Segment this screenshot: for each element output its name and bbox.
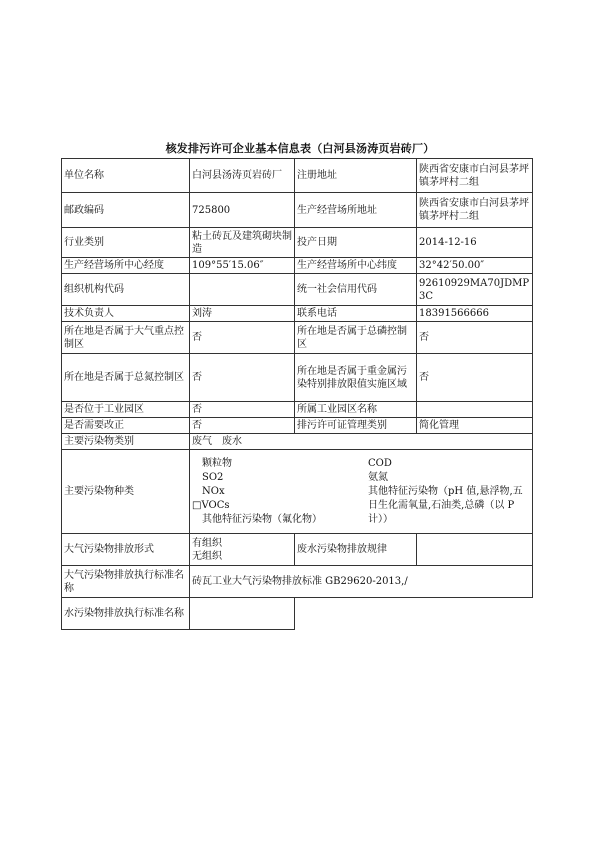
air-pollutant-list xyxy=(192,457,362,527)
credit-code-label: 统一社会信用代码 xyxy=(295,274,417,306)
postcode-label: 邮政编码 xyxy=(62,193,190,228)
blank-cell xyxy=(295,598,417,630)
list-item: COD xyxy=(368,457,392,469)
water-emission-rule-value xyxy=(417,534,533,566)
table-row xyxy=(62,322,533,354)
table-row xyxy=(62,354,533,402)
table-row xyxy=(62,193,533,228)
list-item: 其他特征污染物（氟化物） xyxy=(202,513,322,525)
park-name-value xyxy=(417,402,533,418)
table-row xyxy=(62,450,533,534)
air-key-area-value: 否 xyxy=(190,322,295,354)
industry-value: 粘土砖瓦及建筑砌块制造 xyxy=(190,228,295,258)
park-name-label: 所属工业园区名称 xyxy=(295,402,417,418)
site-addr-value: 陕西省安康市白河县茅坪镇茅坪村二组 xyxy=(417,193,533,228)
table-row xyxy=(62,228,533,258)
phone-label: 联系电话 xyxy=(295,306,417,322)
table-row xyxy=(62,274,533,306)
longitude-value: 109°55′15.06″ xyxy=(190,258,295,274)
longitude-label: 生产经营场所中心经度 xyxy=(62,258,190,274)
air-emission-form-value xyxy=(190,534,295,566)
table-row xyxy=(62,598,533,630)
rectify-value: 否 xyxy=(190,418,295,434)
unit-name-label: 单位名称 xyxy=(62,159,190,193)
org-code-label: 组织机构代码 xyxy=(62,274,190,306)
heavy-metal-area-label: 所在地是否属于重金属污染特别排放限值实施区域 xyxy=(295,354,417,402)
water-standard-value xyxy=(190,598,295,630)
unit-name-value: 白河县汤涛页岩砖厂 xyxy=(190,159,295,193)
table-row xyxy=(62,258,533,274)
phosphorus-area-value: 否 xyxy=(417,322,533,354)
list-item: 有组织 xyxy=(192,537,222,549)
list-item: NOx xyxy=(202,485,225,497)
enterprise-info-table xyxy=(61,158,533,630)
industry-label: 行业类别 xyxy=(62,228,190,258)
pollutant-kind-label: 主要污染物种类 xyxy=(62,450,190,534)
nitrogen-area-value: 否 xyxy=(190,354,295,402)
list-item: □VOCs xyxy=(192,499,230,511)
start-date-value: 2014-12-16 xyxy=(417,228,533,258)
table-row xyxy=(62,434,533,450)
industrial-park-label: 是否位于工业园区 xyxy=(62,402,190,418)
nitrogen-area-label: 所在地是否属于总氮控制区 xyxy=(62,354,190,402)
page-title: 核发排污许可企业基本信息表（白河县汤涛页岩砖厂） xyxy=(165,142,435,155)
water-emission-rule-label: 废水污染物排放规律 xyxy=(295,534,417,566)
air-emission-form-label: 大气污染物排放形式 xyxy=(62,534,190,566)
postcode-value: 725800 xyxy=(190,193,295,228)
pollutant-category-label: 主要污染物类别 xyxy=(62,434,190,450)
reg-addr-value: 陕西省安康市白河县茅坪镇茅坪村二组 xyxy=(417,159,533,193)
list-item: 其他特征污染物（pH 值,悬浮物,五日生化需氧量,石油类,总磷（以 P 计）） xyxy=(368,485,523,525)
rectify-label: 是否需要改正 xyxy=(62,418,190,434)
list-item: 无组织 xyxy=(192,550,222,562)
mgmt-category-value: 简化管理 xyxy=(417,418,533,434)
reg-addr-label: 注册地址 xyxy=(295,159,417,193)
table-row xyxy=(62,418,533,434)
heavy-metal-area-value: 否 xyxy=(417,354,533,402)
industrial-park-value: 否 xyxy=(190,402,295,418)
table-row xyxy=(62,402,533,418)
tech-lead-label: 技术负责人 xyxy=(62,306,190,322)
phone-value: 18391566666 xyxy=(417,306,533,322)
site-addr-label: 生产经营场所地址 xyxy=(295,193,417,228)
water-pollutant-list xyxy=(362,457,530,527)
latitude-label: 生产经营场所中心纬度 xyxy=(295,258,417,274)
phosphorus-area-label: 所在地是否属于总磷控制区 xyxy=(295,322,417,354)
blank-cell xyxy=(417,598,533,630)
water-standard-label: 水污染物排放执行标准名称 xyxy=(62,598,190,630)
table-row xyxy=(62,534,533,566)
table-row xyxy=(62,566,533,598)
mgmt-category-label: 排污许可证管理类别 xyxy=(295,418,417,434)
air-key-area-label: 所在地是否属于大气重点控制区 xyxy=(62,322,190,354)
pollutant-kind-value xyxy=(190,450,533,534)
air-standard-label: 大气污染物排放执行标准名称 xyxy=(62,566,190,598)
list-item: SO2 xyxy=(202,471,224,483)
air-standard-value: 砖瓦工业大气污染物排放标准 GB29620-2013,/ xyxy=(190,566,533,598)
list-item: 氨氮 xyxy=(368,471,388,483)
pollutant-category-value: 废气 废水 xyxy=(190,434,533,450)
table-row xyxy=(62,306,533,322)
start-date-label: 投产日期 xyxy=(295,228,417,258)
tech-lead-value: 刘涛 xyxy=(190,306,295,322)
table-row xyxy=(62,159,533,193)
list-item: 颗粒物 xyxy=(202,457,232,469)
credit-code-value: 92610929MA70JDMP3C xyxy=(417,274,533,306)
org-code-value xyxy=(190,274,295,306)
latitude-value: 32°42′50.00″ xyxy=(417,258,533,274)
